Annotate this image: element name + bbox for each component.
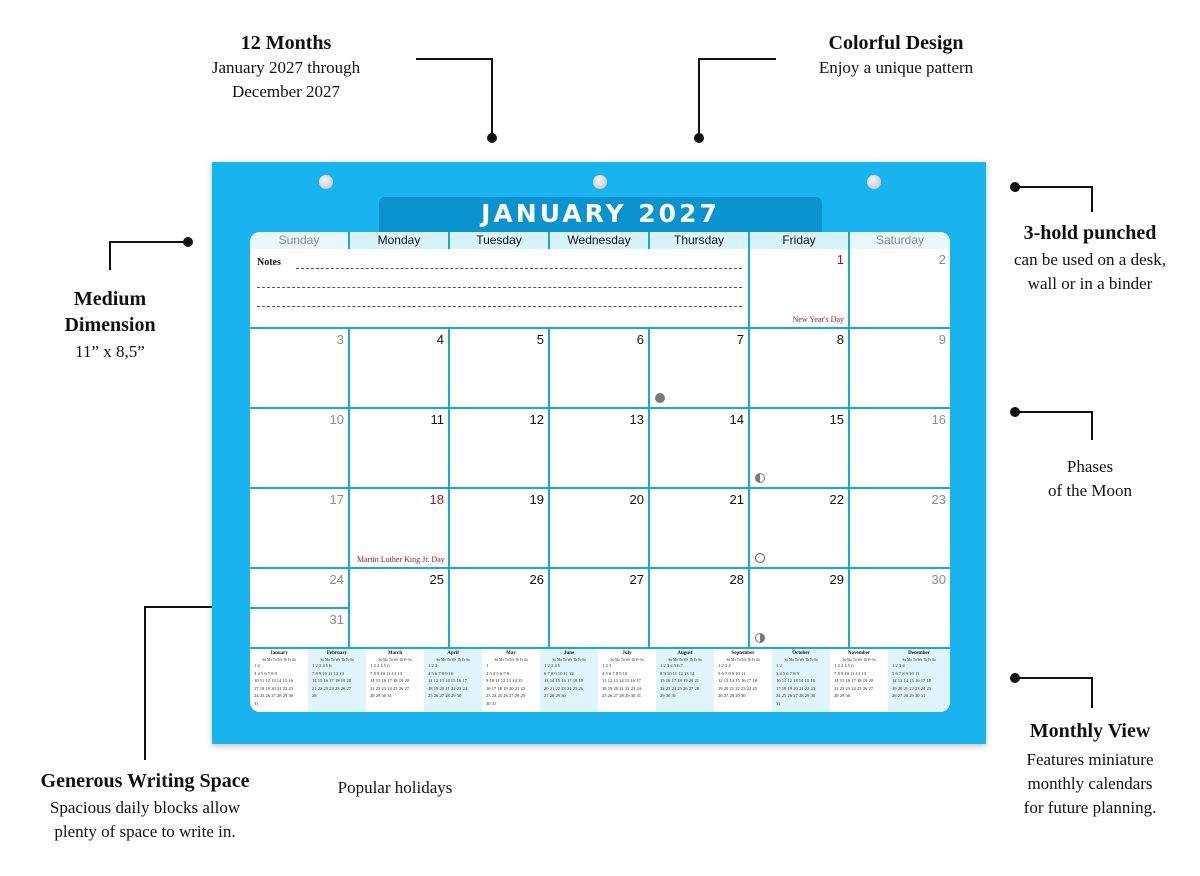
mini-month-name: April (447, 651, 459, 656)
mini-week-row: 27 28 29 30 (544, 693, 566, 698)
mini-calendar-august (656, 649, 714, 712)
day-cell[interactable] (350, 569, 450, 649)
punch-hole (867, 175, 881, 189)
day-cell[interactable] (550, 489, 650, 569)
notes-line (257, 306, 742, 307)
day-number: 30 (931, 572, 946, 587)
day-cell[interactable] (450, 569, 550, 649)
annotation-desc-line: of the Moon (1047, 481, 1133, 500)
day-number: 26 (529, 572, 544, 587)
day-cell[interactable] (750, 489, 850, 569)
annotation-desc-line: wall or in a binder (1027, 274, 1153, 293)
day-cell[interactable] (750, 329, 850, 409)
annotation-desc-line: monthly calendars (1027, 774, 1153, 793)
mini-week-row: 10 11 12 13 14 15 16 (254, 678, 293, 683)
mini-rows (540, 662, 598, 700)
calendar-grid (250, 249, 950, 649)
mini-week-row: 13 14 15 16 17 18 19 (544, 678, 584, 683)
mini-week-row: 1 2 3 (428, 663, 438, 668)
day-cell[interactable] (350, 329, 450, 409)
mini-week-row: 20 21 22 23 24 25 26 (544, 685, 584, 691)
mini-week-row: 29 30 31 (660, 693, 677, 698)
mini-week-row: 11 12 13 14 15 16 17 (428, 678, 467, 683)
mini-calendar-june (540, 649, 598, 712)
mini-weekday-header: Su Mo Tu We Th Fr Sa (378, 658, 412, 662)
day-cell[interactable] (750, 569, 850, 649)
day-number: 6 (636, 332, 644, 347)
notes-line (257, 287, 742, 288)
mini-calendars-strip (250, 649, 950, 712)
mini-rows (888, 662, 950, 700)
mini-week-row: 4 5 6 7 8 9 10 (428, 670, 454, 676)
day-number: 27 (629, 572, 644, 587)
mini-weekday-header: Su Mo Tu We Th Fr Sa (262, 658, 296, 662)
annotation-title: 3-hold punched (1023, 222, 1157, 244)
split-divider (250, 607, 348, 609)
mini-rows (598, 662, 656, 700)
mini-rows (830, 662, 888, 700)
full-moon-icon (755, 553, 765, 563)
day-cell[interactable] (350, 489, 450, 569)
mini-weekday-header: Su Mo Tu We Th Fr Sa (902, 658, 936, 662)
day-number: 4 (436, 332, 444, 347)
annotation-title-line: Dimension (64, 314, 156, 336)
new-moon-icon (655, 393, 665, 403)
mini-week-row: 5 6 7 8 9 10 11 (892, 670, 920, 676)
annotation-desc-line: 11” x 8,5” (75, 342, 145, 361)
day-number: 11 (430, 412, 444, 427)
annotation-title: Monthly View (1029, 720, 1151, 742)
annotation-desc-line: Features miniature (1026, 750, 1154, 769)
day-number: 21 (729, 492, 744, 507)
mini-weekday-header: Su Mo Tu We Th Fr Sa (494, 658, 528, 662)
mini-month-name: October (792, 651, 810, 656)
annotation-moon-phases (1010, 455, 1170, 503)
mini-week-row: 22 23 24 25 26 27 28 (660, 685, 700, 691)
day-number: 10 (329, 412, 344, 427)
annotation-desc-line: Enjoy a unique pattern (818, 58, 974, 77)
weekday-friday: Friday (750, 232, 850, 249)
day-number: 1 (836, 252, 844, 267)
day-number: 20 (629, 492, 644, 507)
annotation-desc-line: January 2027 through (211, 58, 361, 77)
mini-calendar-march (366, 649, 424, 712)
weekday-wednesday: Wednesday (550, 232, 650, 249)
day-cell[interactable] (750, 249, 850, 329)
weekday-thursday: Thursday (650, 232, 750, 249)
mini-calendar-may (482, 649, 540, 712)
mini-month-name: January (270, 651, 288, 656)
mini-week-row: 21 22 23 24 25 26 27 (312, 685, 352, 691)
annotation-title: 12 Months (240, 32, 332, 54)
mini-week-row: 16 17 18 19 20 21 22 (486, 685, 526, 691)
mini-month-name: September (731, 651, 755, 656)
annotation-3-hole-punched (990, 220, 1190, 296)
day-cell[interactable] (250, 409, 350, 489)
day-number: 9 (938, 332, 946, 347)
mini-week-row: 14 15 16 17 18 19 20 (370, 678, 410, 683)
mini-week-row: 24 25 26 27 28 29 30 (254, 693, 294, 698)
mini-month-name: July (622, 651, 632, 656)
mini-week-row: 21 22 23 24 25 26 27 (834, 685, 874, 691)
mini-rows (714, 662, 772, 700)
mini-week-row: 5 6 7 8 9 10 11 (718, 670, 746, 676)
mini-month-name: August (677, 651, 693, 656)
mini-week-row: 15 16 17 18 19 20 21 (660, 678, 700, 683)
mini-month-name: May (506, 651, 516, 656)
mini-calendar-april (424, 649, 482, 712)
mini-rows (772, 662, 830, 707)
day-cell-split[interactable] (250, 569, 350, 649)
mini-week-row: 7 8 9 10 11 12 13 (370, 670, 402, 676)
annotation-desc-line: plenty of space to write in. (54, 822, 236, 841)
day-number: 16 (931, 412, 946, 427)
last-quarter-moon-icon (755, 633, 765, 643)
mini-weekday-header: Su Mo Tu We Th Fr Sa (552, 658, 586, 662)
annotation-colorful-design (786, 30, 1006, 80)
notes-line (296, 268, 742, 269)
month-title: JANUARY 2027 (481, 199, 720, 228)
annotation-desc-line: Popular holidays (337, 778, 453, 797)
mini-week-row: 7 8 9 10 11 12 13 (312, 670, 344, 676)
holiday-label: Martin Luther King Jr. Day (357, 555, 445, 564)
mini-week-row: 11 12 13 14 15 16 17 (602, 678, 641, 683)
mini-week-row: 25 26 27 28 29 30 (428, 693, 462, 698)
mini-weekday-header: Su Mo Tu We Th Fr Sa (726, 658, 760, 662)
mini-week-row: 21 22 23 24 25 26 27 (370, 685, 410, 691)
day-cell[interactable] (450, 329, 550, 409)
mini-week-row: 12 13 14 15 16 17 18 (718, 678, 758, 683)
mini-week-row: 1 2 3 4 (718, 663, 731, 668)
mini-week-row: 12 13 14 15 16 17 18 (892, 678, 932, 683)
mini-weekday-header: Su Mo Tu We Th Fr Sa (842, 658, 876, 662)
day-number: 22 (829, 492, 844, 507)
first-quarter-moon-icon (755, 473, 765, 483)
mini-calendar-december (888, 649, 950, 712)
mini-week-row: 23 24 25 26 27 28 29 (486, 693, 526, 698)
day-number: 15 (829, 412, 844, 427)
mini-month-name: February (326, 651, 348, 656)
mini-week-row: 28 29 30 31 (370, 693, 392, 698)
day-cell[interactable] (650, 489, 750, 569)
mini-week-row: 14 15 16 17 18 19 20 (312, 678, 352, 683)
mini-rows (366, 662, 424, 700)
annotation-desc-line: Phases (1066, 457, 1114, 476)
mini-week-row: 9 10 11 12 13 14 15 (486, 678, 523, 683)
annotation-desc-line: December 2027 (231, 82, 341, 101)
mini-week-row: 1 2 3 4 5 6 (312, 663, 332, 668)
mini-week-row: 28 29 30 (834, 693, 851, 698)
day-cell[interactable] (650, 329, 750, 409)
mini-week-row: 1 2 3 4 5 6 (370, 663, 390, 668)
day-number: 19 (529, 492, 544, 507)
mini-week-row: 1 2 3 4 5 (544, 663, 561, 668)
mini-week-row: 1 (486, 663, 489, 668)
mini-week-row: 4 5 6 7 8 9 10 (602, 670, 628, 676)
day-number: 14 (729, 412, 744, 427)
day-cell[interactable] (450, 409, 550, 489)
day-number: 5 (536, 332, 544, 347)
mini-rows (482, 662, 540, 707)
mini-weekday-header: Su Mo Tu We Th Fr Sa (436, 658, 470, 662)
day-number: 18 (429, 492, 444, 507)
mini-week-row: 26 27 28 29 30 (718, 693, 746, 698)
mini-week-row: 2 3 4 5 6 7 8 (486, 670, 509, 676)
annotation-desc-line: for future planning. (1023, 798, 1157, 817)
annotation-monthly-view (990, 718, 1190, 820)
day-cell[interactable] (850, 569, 950, 649)
mini-week-row: 17 18 19 20 21 22 23 (254, 685, 294, 691)
day-number: 28 (729, 572, 744, 587)
mini-week-row: 1 2 (776, 663, 782, 668)
mini-calendar-november (830, 649, 888, 712)
day-number: 2 (938, 252, 946, 267)
annotation-title-line: Medium (73, 288, 147, 310)
day-number: 24 (329, 572, 344, 587)
calendar-board (212, 162, 986, 744)
mini-week-row: 1 2 3 4 (892, 663, 905, 668)
day-number: 25 (429, 572, 444, 587)
day-cell[interactable] (650, 569, 750, 649)
day-number: 3 (336, 332, 344, 347)
day-cell[interactable] (750, 409, 850, 489)
mini-week-row: 30 31 (486, 700, 497, 706)
day-number: 13 (629, 412, 644, 427)
mini-week-row: 1 2 3 4 5 6 (834, 663, 854, 668)
mini-week-row: 14 15 16 17 18 19 20 (834, 678, 874, 683)
weekday-monday: Monday (350, 232, 450, 249)
mini-week-row: 25 26 27 28 29 30 31 (602, 693, 642, 698)
annotation-12-months (186, 30, 386, 104)
mini-month-name: December (908, 651, 930, 656)
punch-hole (593, 175, 607, 189)
mini-calendar-july (598, 649, 656, 712)
day-number: 12 (529, 412, 544, 427)
annotation-title: Colorful Design (828, 32, 964, 54)
mini-week-row: 31 (776, 700, 781, 706)
day-cell[interactable] (850, 249, 950, 329)
mini-week-row: 10 11 12 13 14 15 16 (776, 678, 815, 683)
day-number: 23 (931, 492, 946, 507)
mini-week-row: 1 2 (254, 663, 260, 668)
mini-week-row: 19 20 21 22 23 24 25 (892, 685, 932, 691)
mini-week-row: 26 27 28 29 30 31 (892, 693, 926, 698)
mini-week-row: 3 4 5 6 7 8 9 (254, 670, 277, 676)
mini-rows (424, 662, 482, 700)
day-number: 29 (829, 572, 844, 587)
annotation-desc-line: can be used on a desk, (1013, 250, 1166, 269)
mini-weekday-header: Su Mo Tu We Th Fr Sa (610, 658, 644, 662)
day-number: 8 (836, 332, 844, 347)
mini-week-row: 24 25 26 27 28 29 30 (776, 693, 816, 698)
day-cell[interactable] (550, 409, 650, 489)
mini-month-name: June (563, 651, 575, 656)
day-cell[interactable] (550, 569, 650, 649)
notes-block[interactable] (250, 249, 750, 329)
mini-week-row: 17 18 19 20 21 22 23 (776, 685, 816, 691)
mini-week-row: 8 9 10 11 12 13 14 (660, 670, 695, 676)
day-cell[interactable] (650, 409, 750, 489)
mini-calendar-january (250, 649, 308, 712)
day-number: 31 (329, 612, 344, 627)
annotation-desc-line: Spacious daily blocks allow (49, 798, 241, 817)
day-number: 17 (329, 492, 344, 507)
mini-rows (250, 662, 308, 707)
mini-week-row: 18 19 20 21 22 23 24 (602, 685, 642, 691)
mini-calendar-september (714, 649, 772, 712)
mini-rows (308, 662, 366, 700)
mini-calendar-february (308, 649, 366, 712)
mini-month-name: November (847, 651, 871, 656)
annotation-medium-dimension (40, 286, 180, 364)
day-cell[interactable] (250, 489, 350, 569)
mini-week-row: 6 7 8 9 10 11 12 (544, 670, 574, 676)
day-cell[interactable] (850, 329, 950, 409)
mini-week-row: 18 19 20 21 22 23 24 (428, 685, 468, 691)
mini-month-name: March (387, 651, 403, 656)
annotation-popular-holidays (300, 776, 490, 800)
mini-week-row: 1 2 3 4 5 6 7 (660, 663, 683, 668)
weekday-sunday: Sunday (250, 232, 350, 249)
annotation-title: Generous Writing Space (40, 770, 250, 792)
notes-label: Notes (257, 257, 281, 268)
weekday-saturday: Saturday (850, 232, 950, 249)
mini-weekday-header: Su Mo Tu We Th Fr Sa (320, 658, 354, 662)
day-cell[interactable] (450, 489, 550, 569)
mini-week-row: 3 4 5 6 7 8 9 (776, 670, 799, 676)
mini-week-row: 1 2 3 (602, 663, 612, 668)
mini-week-row: 7 8 9 10 11 12 13 (834, 670, 866, 676)
day-cell[interactable] (250, 329, 350, 409)
annotation-writing-space (10, 768, 280, 844)
punch-hole (319, 175, 333, 189)
day-number: 7 (736, 332, 744, 347)
mini-week-row: 31 (254, 700, 259, 706)
mini-week-row: 19 20 21 22 23 24 25 (718, 685, 758, 691)
day-cell[interactable] (350, 409, 450, 489)
day-cell[interactable] (850, 489, 950, 569)
holiday-label: New Year's Day (792, 315, 844, 324)
calendar-sheet (250, 232, 950, 712)
mini-weekday-header: Su Mo Tu We Th Fr Sa (784, 658, 818, 662)
day-cell[interactable] (550, 329, 650, 409)
mini-rows (656, 662, 714, 700)
mini-calendar-october (772, 649, 830, 712)
weekday-tuesday: Tuesday (450, 232, 550, 249)
mini-week-row: 28 (312, 693, 317, 698)
mini-weekday-header: Su Mo Tu We Th Fr Sa (668, 658, 702, 662)
day-cell[interactable] (850, 409, 950, 489)
